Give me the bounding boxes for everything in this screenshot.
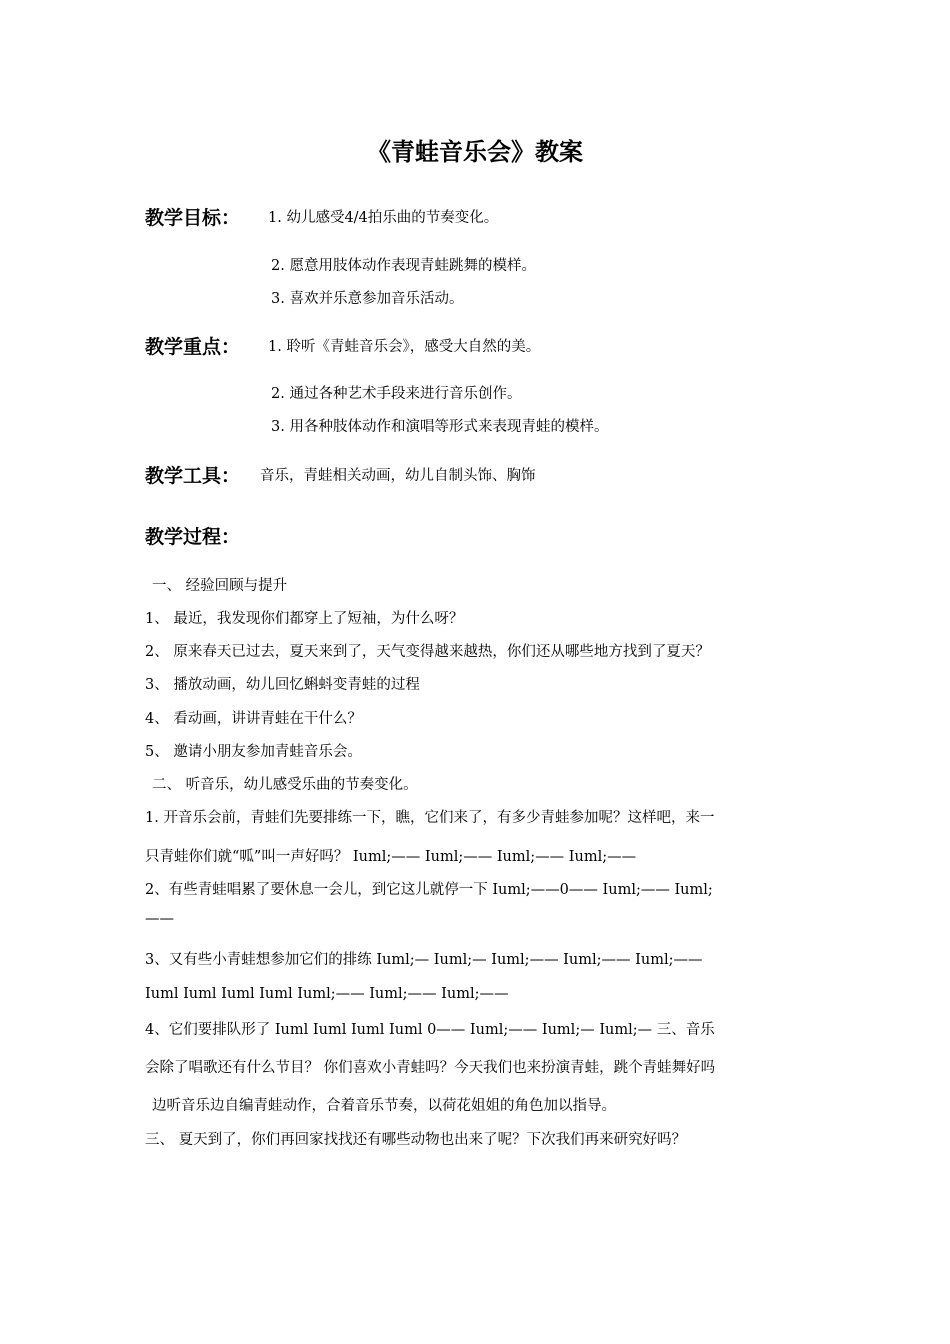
goal-item: 1. 幼儿感受4/4拍乐曲的节奏变化。: [268, 210, 499, 226]
goal-item: 3. 喜欢并乐意参加音乐活动。: [271, 291, 464, 307]
tools-heading: 教学工具：: [145, 465, 241, 487]
process-line: 1. 开音乐会前，青蛙们先要排练一下，瞧，它们来了，有多少青蛙参加呢？这样吧，来一: [145, 810, 715, 826]
process-line: 3、又有些小青蛙想参加它们的排练 Iuml;— Iuml;— Iuml;—— Iuml;—— Iuml;——: [145, 952, 703, 968]
process-line: 一、 经验回顾与提升: [152, 578, 288, 594]
process-line: 4、 看动画，讲讲青蛙在干什么？: [145, 711, 362, 727]
goals-heading: 教学目标：: [145, 207, 241, 229]
page-title: 《青蛙音乐会》教案: [367, 138, 583, 166]
focus-heading: 教学重点：: [145, 336, 241, 358]
focus-item: 2. 通过各种艺术手段来进行音乐创作。: [271, 386, 522, 402]
process-line: 2、有些青蛙唱累了要休息一会儿，到它这儿就停一下 Iuml;——0—— Iuml;—— Iuml;: [145, 882, 713, 898]
process-line: 二、 听音乐，幼儿感受乐曲的节奏变化。: [152, 777, 418, 793]
process-line: 三、 夏天到了，你们再回家找找还有哪些动物也出来了呢？下次我们再来研究好吗？: [145, 1132, 687, 1148]
process-line: 1、 最近，我发现你们都穿上了短袖，为什么呀？: [145, 611, 464, 627]
process-line: 边听音乐边自编青蛙动作，合着音乐节奏，以荷花姐姐的角色加以指导。: [152, 1098, 616, 1114]
process-line: 只青蛙你们就“呱”叫一声好吗？ Iuml;—— Iuml;—— Iuml;—— Iuml;——: [145, 849, 637, 865]
process-line: 5、 邀请小朋友参加青蛙音乐会。: [145, 744, 362, 760]
process-line: 会除了唱歌还有什么节目？ 你们喜欢小青蛙吗？今天我们也来扮演青蛙，跳个青蛙舞好吗: [145, 1060, 716, 1076]
focus-item: 3. 用各种肢体动作和演唱等形式来表现青蛙的模样。: [271, 419, 609, 435]
process-line: 2、 原来春天已过去，夏天来到了，天气变得越来越热，你们还从哪些地方找到了夏天？: [145, 644, 710, 660]
goal-item: 2. 愿意用肢体动作表现青蛙跳舞的模样。: [271, 258, 536, 274]
process-line: 3、 播放动画，幼儿回忆蝌蚪变青蛙的过程: [145, 677, 420, 693]
process-heading: 教学过程：: [145, 526, 241, 548]
process-line: ——: [145, 911, 174, 927]
focus-item: 1. 聆听《青蛙音乐会》，感受大自然的美。: [268, 339, 541, 355]
process-line: Iuml Iuml Iuml Iuml Iuml;—— Iuml;—— Iuml;——: [145, 986, 509, 1002]
tools-text: 音乐，青蛙相关动画，幼儿自制头饰、胸饰: [260, 468, 536, 484]
process-line: 4、它们要排队形了 Iuml Iuml Iuml Iuml 0—— Iuml;—— Iuml;— Iuml;— 三、音乐: [145, 1022, 715, 1038]
